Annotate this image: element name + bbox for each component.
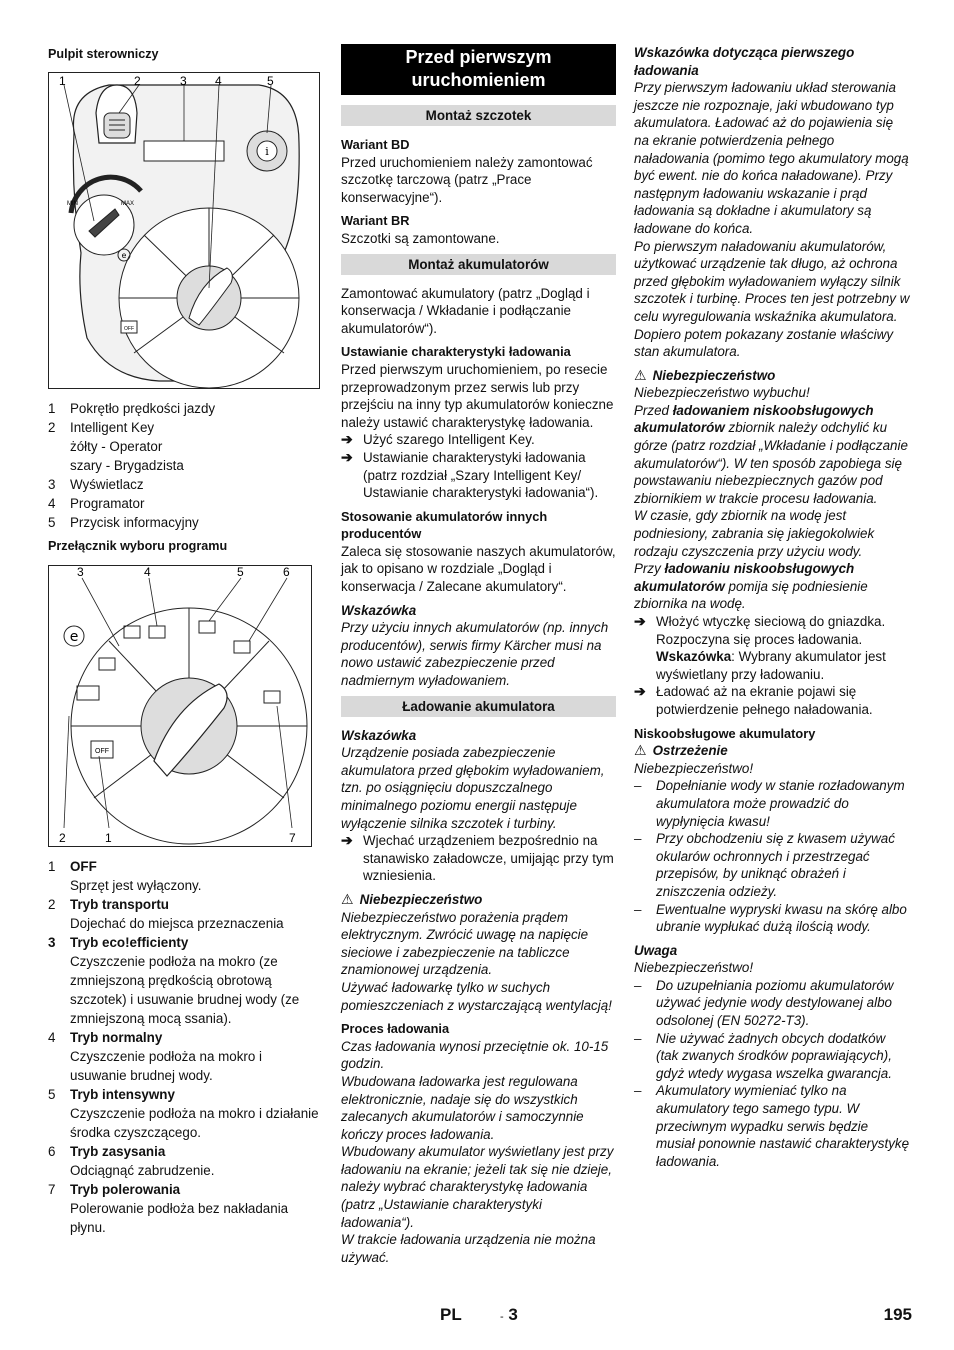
warning-triangle-icon: ⚠ [634,742,647,759]
legend-program-selector [48,857,322,1237]
wariant-bd-text: Przed uruchomieniem należy zamontować szczotkę tarczową (patrz „Prace konserwacyjne“). [341,154,593,205]
danger-p3: Przy ładowaniu niskoobsługowych akumulatorów pomija się podniesienie zbiornika na wodę. [634,561,868,612]
list-item: – Przy obchodzeniu się z kwasem używać okularów ochronnych i przestrzegać przepisów, by uniknąć obrażeń i zniszczenia odzieży. [634,831,895,899]
control-panel-drawing [49,73,319,388]
step-item: ➔ Wjechać urządzeniem bezpośrednio na stanawisko załadowcze, umijając przy tym wzniesienia. [341,832,614,884]
danger-p2: W czasie, gdy zbiornik na wodę jest podniesiony, zabrania się jakiegokolwiek rodzaju czyszczenia przy użyciu wody. [634,508,875,559]
danger-heading: ⚠ Niebezpieczeństwo [634,366,776,383]
section-title: Przed pierwszym uruchomieniem [341,44,616,95]
warning-triangle-icon: ⚠ [341,890,354,907]
figure-program-selector [48,565,312,847]
proces-title: Proces ładowania [341,1021,450,1037]
svg-text:i: i [265,144,269,158]
legend-item-off: 1 OFF Sprzęt jest wyłączony. [48,859,202,894]
fig1-label-2: 2 [134,73,141,88]
program-selector-drawing [49,566,311,846]
column-middle [341,44,616,1266]
warning-heading: ⚠ Ostrzeżenie [634,742,728,759]
wsk-first-text: Przy pierwszym ładowaniu układ sterowania jeszcze nie rozpoznaje, jaki wbudowano typ akumulatora. Ładować aż do pojawienia się na ekranie potwierdzenia pełnego naładowania (pomimo tego akumulatory mogą być ewent. nie do końca naładowane). Przy następnym ładowaniu wskazanie i prąd ładowania są dokładne i akumulatory są ładowane do końca. [634,80,909,236]
legend-item-intensive: 5 Tryb intensywny Czyszczenie podłoża na mokro i działanie środka czyszczącego. [48,1087,319,1141]
fig2-label-2: 2 [59,831,66,846]
stos-text: Zaleca się stosowanie naszych akumulatorów, jak to opisano w rozdziale „Dogląd i konserwacja / Zalecane akumulatory“. [341,543,616,595]
arrow-icon: ➔ [341,431,353,448]
legend-item: 1 Pokrętło prędkości jazdy [48,400,216,416]
arrow-icon: ➔ [634,683,646,700]
legend-item-polish: 7 Tryb polerowania Polerowanie podłoża bez nakładania płynu. [48,1182,289,1236]
fig2-off-label: OFF [95,748,109,756]
ustaw-title: Ustawianie charakterystyki ładowania [341,344,571,360]
column-right [634,44,910,1170]
page-footer [0,1306,954,1330]
uwaga-l1: Niebezpieczeństwo! [634,960,754,976]
danger-text2: Używać ładowarkę tylko w suchych pomieszczeniach z wystarczającą wentylacją! [341,979,612,1013]
nisko-title: Niskoobsługowe akumulatory [634,725,816,741]
subtitle-brushes: Montaż szczotek [341,105,616,126]
proces-text3: Wbudowany akumulator wyświetlany jest przy ładowaniu na ekranie; jeżeli tak się nie dzieje, należy wybrać charakterystykę ładowania (patrz „Ustawianie charakterystyki ładowania“). [341,1144,614,1230]
legend-item-normal: 4 Tryb normalny Czyszczenie podłoża na mokro i usuwanie brudnej wody. [48,1030,263,1084]
danger-text: Niebezpieczeństwo porażenia prądem elektrycznym. Zwrócić uwagę na napięcie sieciowe i zabezpieczenie na tabliczce znamionowej urządzenia. [341,909,589,978]
legend-item-transport: 2 Tryb transportu Dojechać do miejsca przeznaczenia [48,897,284,932]
proces-text1: Czas ładowania wynosi przeciętnie ok. 10-15 godzin. [341,1038,609,1072]
step-item: ➔ Ustawianie charakterystyki ładowania (patrz rozdział „Szary Intelligent Key/ Ustawianie charakterystyki ładowania“). [341,448,599,501]
danger-l1: Niebezpieczeństwo wybuchu! [634,385,810,401]
fig1-label-5: 5 [267,73,274,88]
footer-language: PL [440,1305,462,1324]
warning-triangle-icon: ⚠ [634,366,647,383]
legend-item: żółty - Operator [70,438,163,454]
wsk2-title: Wskazówka [341,727,417,743]
list-item: – Nie używać żadnych obcych dodatków (tak zwanych środków poprawiających), gdyż wtedy wygasa wszelka gwarancja. [634,1030,892,1081]
fig2-label-7: 7 [289,831,296,846]
arrow-icon: ➔ [341,832,353,849]
ustaw-text: Przed pierwszym uruchomieniem, po resecie przeprowadzonym przez serwis lub przy przejściu na inny typ akumulatorów konieczne należy ustawić charakterystykę ładowania. [341,361,614,430]
wariant-br-text: Szczotki są zamontowane. [341,230,500,246]
wsk1-text: Przy użyciu innych akumulatorów (np. innych producentów), serwis firmy Kärcher musi na nowo ustawić zabezpieczenie przed nadmiernym wyładowaniem. [341,620,609,689]
arrow-icon: ➔ [634,613,646,629]
wsk-first-title: Wskazówka dotycząca pierwszego ładowania [634,45,855,78]
svg-text:e: e [69,629,79,646]
dial-min-label: MIN [67,200,78,207]
footer-local-page: - 3 [500,1305,518,1324]
warn-l1: Niebezpieczeństwo! [634,760,754,776]
heading-program-selector: Przełącznik wyboru programu [48,538,228,553]
arrow-icon: ➔ [341,448,353,465]
step-item: ➔ Włożyć wtyczkę sieciową do gniazdka. Rozpoczyna się proces ładowania. Wskazówka: Wybrany akumulator jest wyświetlany przy ładowaniu. [634,613,886,682]
heading-control-panel: Pulpit sterowniczy [48,47,159,61]
legend-item-eco: 3 Tryb eco!efficienty Czyszczenie podłoża na mokro (ze zmniejszoną prędkością obrotową szczotek) i usuwanie brudnej wody (ze zmniejszoną mocą ssania). [48,935,300,1027]
svg-text:e: e [121,250,127,260]
fig2-label-3: 3 [77,566,84,580]
danger-heading: ⚠ Niebezpieczeństwo [341,890,483,907]
uwaga-title: Uwaga [634,942,678,958]
legend-control-panel [48,399,322,532]
legend-item: 4 Programator [48,495,145,511]
fig1-label-4: 4 [215,73,222,88]
footer-page-number: 195 [883,1305,912,1324]
subtitle-charging: Ładowanie akumulatora [341,696,616,717]
wariant-bd-title: Wariant BD [341,137,410,152]
list-item: – Akumulatory wymieniać tylko na akumulatory tego samego typu. W przeciwnym wypadku serwis będzie musiał ponownie nastawić charakterystykę ładowania. [634,1083,910,1169]
figure-control-panel [48,72,320,389]
wsk1-title: Wskazówka [341,602,417,618]
step-item: ➔ Ładować aż na ekranie pojawi się potwierdzenie pełnego naładowania. [634,683,873,717]
proces-text2: Wbudowana ładowarka jest regulowana elektronicznie, nadaje się do wszystkich zalecanych akumulatorów i samoczynnie kończy proces ładowania. [341,1073,584,1142]
wsk-first-text2: Po pierwszym naładowaniu akumulatorów, użytkować urządzenie tak długo, aż ochrona przed głębokim wyładowaniem wyłączy silnik szczotek i turbinę. Proces ten jest potrzebny w celu wyregulowania wskaźnika akumulatora. Dopiero potem pokazany zostanie właściwy stan akumulatora. [634,238,910,360]
legend-item: 5 Przycisk informacyjny [48,514,199,530]
fig1-label-3: 3 [180,73,187,88]
wsk2-text: Urządzenie posiada zabezpieczenie akumulatora przed głębokim wyładowaniem, tzn. po osiągnięciu dopuszczalnego minimalnego poziomu energii następuje wyłączenie silnika szczotek i turbiny. [341,745,605,831]
legend-item: szary - Brygadzista [70,457,184,473]
wariant-br-title: Wariant BR [341,213,410,229]
akum-text: Zamontować akumulatory (patrz „Dogląd i konserwacja / Wkładanie i podłączanie akumulatorów“). [341,285,590,336]
fig2-label-5: 5 [237,566,244,580]
legend-item-suction: 6 Tryb zasysania Odciągnąć zabrudzenie. [48,1144,215,1179]
fig2-label-4: 4 [144,566,151,580]
stos-title: Stosowanie akumulatorów innych producentów [341,508,548,542]
legend-item: 3 Wyświetlacz [48,476,144,492]
fig1-off-label: OFF [124,325,134,332]
dial-max-label: MAX [121,200,135,207]
danger-p1: Przed ładowaniem niskoobsługowych akumulatorów zbiornik należy odchylić ku górze (patrz rozdział „Wkładanie i podłączanie akumulatorów“). W ten sposób zapobiega się powstawaniu niebezpiecznych gazów pod zbiornikiem w trakcie procesu ładowania. [634,402,908,506]
subtitle-batteries: Montaż akumulatorów [341,254,616,275]
proces-text4: W trakcie ładowania urządzenia nie można używać. [341,1232,596,1265]
fig2-label-6: 6 [283,566,290,580]
legend-item: 2 Intelligent Key [48,419,155,435]
list-item: – Dopełnianie wody w stanie rozładowanym akumulatora może prowadzić do wypłynięcia kwasu! [634,778,905,829]
fig2-label-1: 1 [105,831,112,846]
list-item: – Do uzupełniania poziomu akumulatorów używać jedynie wody destylowanej albo odsolonej (EN 50272-T3). [634,977,894,1029]
step-item: ➔ Użyć szarego Intelligent Key. [341,431,535,448]
fig1-label-1: 1 [59,73,66,88]
column-left [48,44,322,1237]
list-item: – Ewentualne wypryski kwasu na skórę albo ubranie wypłukać dużą ilością wody. [634,901,907,935]
